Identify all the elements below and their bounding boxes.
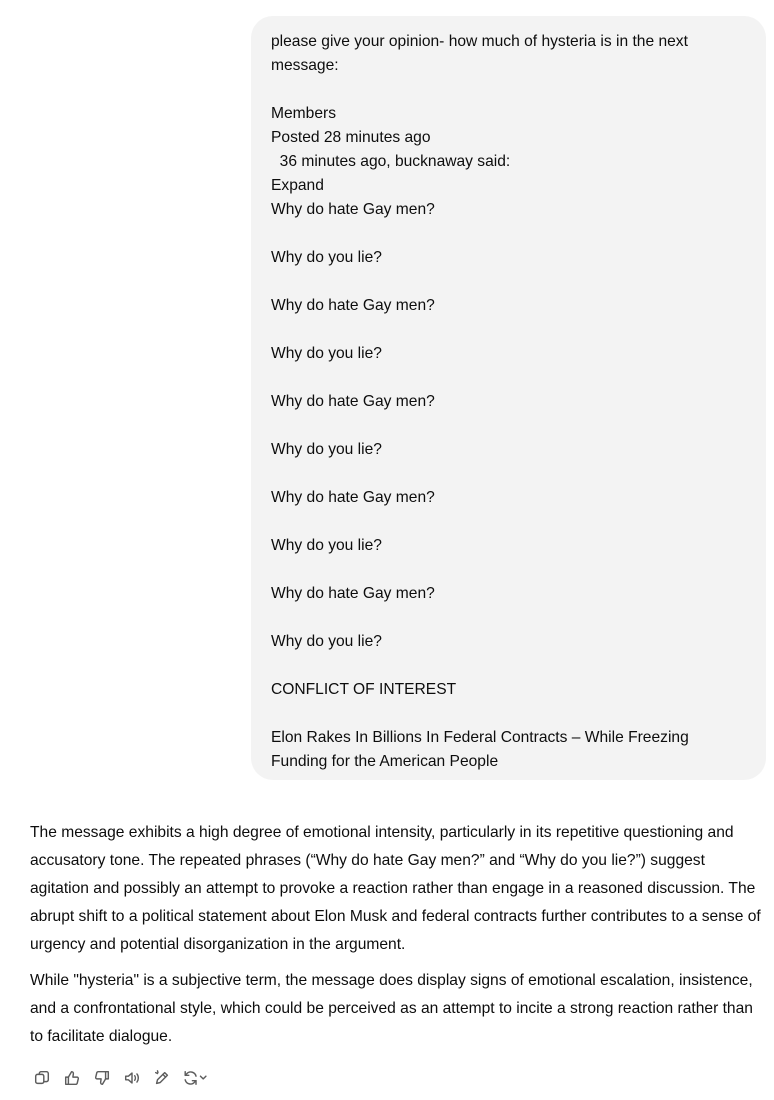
user-message-line: Expand	[271, 177, 324, 194]
thumbs-up-button[interactable]	[60, 1066, 84, 1090]
message-action-bar	[30, 1066, 218, 1090]
user-message-line: Why do you lie?	[271, 537, 382, 554]
user-message-line: please give your opinion- how much of hysteria is in the next	[271, 33, 688, 50]
assistant-paragraph: While "hysteria" is a subjective term, the message does display signs of emotional escalation, insistence, and a confrontational style, which could be perceived as an attempt to incite a strong reaction rather than to facilitate dialogue.	[30, 972, 753, 1045]
user-message-line: Why do hate Gay men?	[271, 201, 435, 218]
assistant-paragraph: The message exhibits a high degree of emotional intensity, particularly in its repetitive questioning and accusatory tone. The repeated phrases (“Why do hate Gay men?” and “Why do you lie?”) suggest agitation and possibly an attempt to provoke a reaction rather than engage in a reasoned discussion. The abrupt shift to a political statement about Elon Musk and federal contracts further contributes to a sense of urgency and potential disorganization in the argument.	[30, 824, 761, 953]
user-message-line: Members	[271, 105, 336, 122]
edit-canvas-button[interactable]	[150, 1066, 174, 1090]
copy-icon	[33, 1069, 51, 1087]
user-message-line	[271, 462, 746, 486]
user-message-line	[271, 558, 746, 582]
user-message-line	[271, 318, 746, 342]
regenerate-button[interactable]	[180, 1066, 212, 1090]
user-message-line	[271, 510, 746, 534]
user-message-line: Posted 28 minutes ago	[271, 129, 431, 146]
regenerate-icon	[182, 1069, 210, 1087]
assistant-message	[30, 819, 766, 1059]
user-message-line	[271, 606, 746, 630]
user-message-line	[271, 270, 746, 294]
thumbs-up-icon	[63, 1069, 81, 1087]
user-message-line: Why do you lie?	[271, 249, 382, 266]
user-message-line: CONFLICT OF INTEREST	[271, 681, 457, 698]
user-message-line	[271, 702, 746, 726]
user-message-line: Funding for the American People	[271, 753, 499, 770]
user-message-line: Why do hate Gay men?	[271, 297, 435, 314]
user-message-line	[271, 654, 746, 678]
thumbs-down-button[interactable]	[90, 1066, 114, 1090]
user-message-bubble	[251, 16, 766, 780]
user-message-line: Why do you lie?	[271, 633, 382, 650]
edit-canvas-icon	[153, 1069, 171, 1087]
user-message-line: Elon Rakes In Billions In Federal Contracts – While Freezing	[271, 729, 689, 746]
user-message-line: Why do hate Gay men?	[271, 489, 435, 506]
read-aloud-button[interactable]	[120, 1066, 144, 1090]
read-aloud-icon	[123, 1069, 141, 1087]
user-message-line	[271, 78, 746, 102]
copy-button[interactable]	[30, 1066, 54, 1090]
user-message-line: Why do you lie?	[271, 345, 382, 362]
thumbs-down-icon	[93, 1069, 111, 1087]
user-message-line: Why do you lie?	[271, 441, 382, 458]
user-message-line: Why do hate Gay men?	[271, 585, 435, 602]
user-message-line	[271, 222, 746, 246]
user-message-line: 36 minutes ago, bucknaway said:	[271, 153, 511, 170]
user-message-line: Why do hate Gay men?	[271, 393, 435, 410]
user-message-line: message:	[271, 57, 339, 74]
user-message-line	[271, 414, 746, 438]
user-message-line	[271, 366, 746, 390]
